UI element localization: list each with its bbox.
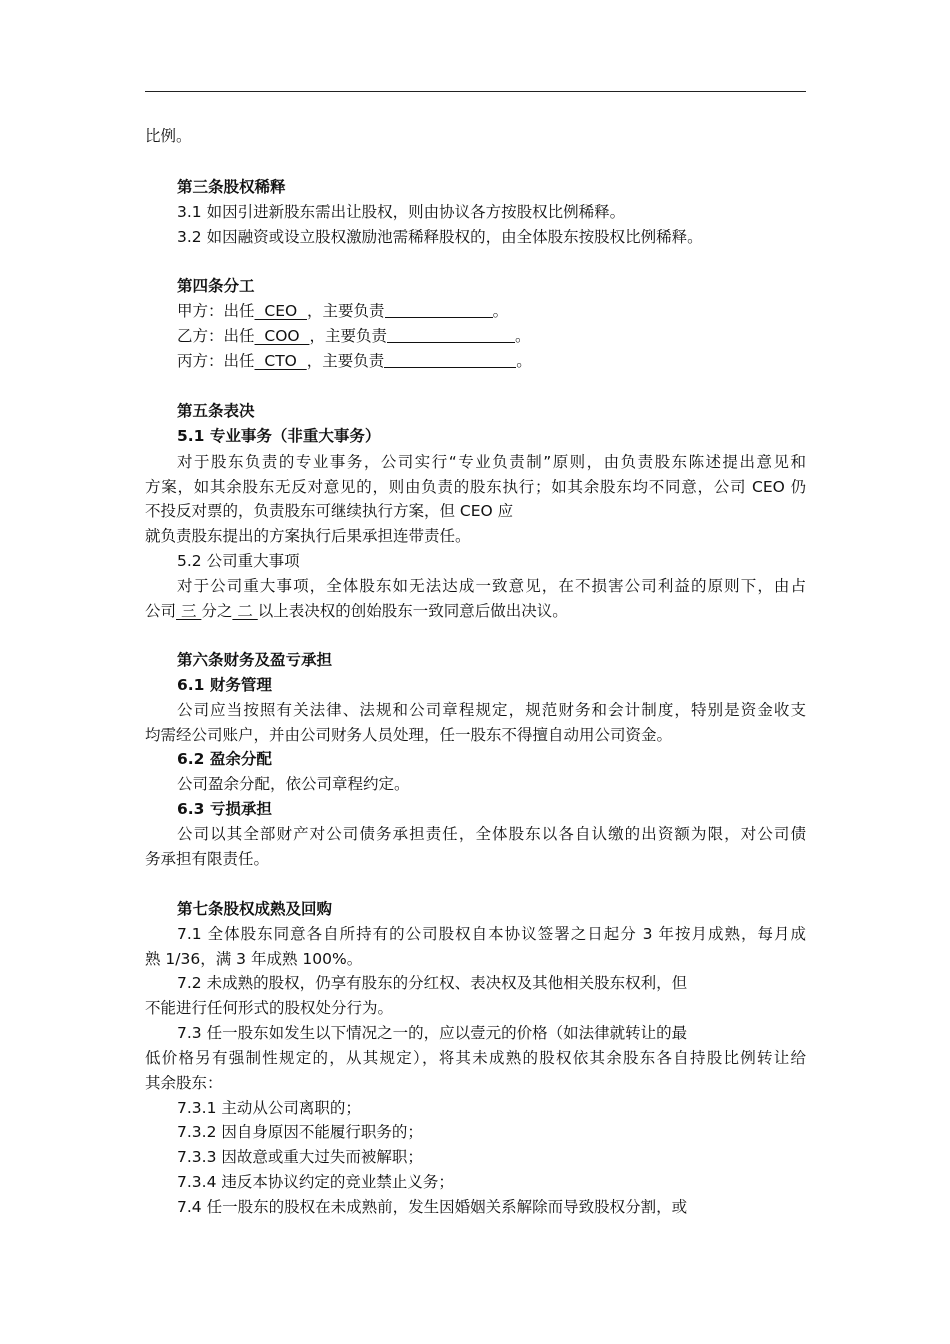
role-row-c xyxy=(177,349,806,373)
text-line: 对于公司重大事项，全体股东如无法达成一致意见，在不损害公司利益的原则下，由占 xyxy=(177,577,806,595)
clause-6-3-title: 6.3 亏损承担 xyxy=(177,800,272,818)
role-value: COO xyxy=(254,327,310,345)
text-line: 低价格另有强制性规定的，从其规定），将其未成熟的股权依其余股东各自持股比例转让给 xyxy=(145,1049,806,1067)
clause-3-1: 3.1 如因引进新股东需出让股权，则由协议各方按股权比例稀释。 xyxy=(177,203,626,221)
clause-3-2: 3.2 如因融资或设立股权激励池需稀释股权的，由全体股东按股权比例稀释。 xyxy=(177,228,703,246)
section-7-title: 第七条股权成熟及回购 xyxy=(177,900,333,918)
text-fragment: 公司 xyxy=(145,602,177,620)
row-end: 。 xyxy=(492,302,509,320)
duty-blank xyxy=(387,326,515,343)
text-line xyxy=(145,599,806,623)
party-label: 乙方：出任 xyxy=(177,327,255,345)
section-5-title: 第五条表决 xyxy=(177,402,255,420)
duty-label: ，主要负责 xyxy=(306,352,385,370)
text-line: 不投反对票的，负责股东可继续执行方案，但 CEO 应 xyxy=(145,502,514,520)
clause-6-2-title: 6.2 盈余分配 xyxy=(177,750,272,768)
role-row-b xyxy=(177,324,806,348)
ratio-denominator: 二 xyxy=(232,602,258,620)
text-fragment: 以上表决权的创始股东一致同意后做出决议。 xyxy=(257,602,568,620)
text-line: 其余股东： xyxy=(145,1074,223,1092)
ratio-numerator: 三 xyxy=(176,602,202,620)
text-line: 就负责股东提出的方案执行后果承担连带责任。 xyxy=(145,527,471,545)
text-line: 不能进行任何形式的股权处分行为。 xyxy=(145,999,394,1017)
list-item: 7.3.1 主动从公司离职的； xyxy=(177,1099,361,1117)
role-row-a xyxy=(177,299,806,323)
duty-label: ，主要负责 xyxy=(309,327,387,345)
party-label: 甲方：出任 xyxy=(177,302,255,320)
text-line: 公司盈余分配，依公司章程约定。 xyxy=(177,775,410,793)
text-line: 比例。 xyxy=(145,127,192,145)
section-3-title: 第三条股权稀释 xyxy=(177,178,286,196)
text-line: 7.3 任一股东如发生以下情况之一的，应以壹元的价格（如法律就转让的最 xyxy=(177,1024,688,1042)
list-item: 7.3.2 因自身原因不能履行职务的； xyxy=(177,1123,423,1141)
duty-blank xyxy=(384,351,516,368)
section-6-title: 第六条财务及盈亏承担 xyxy=(177,651,333,669)
header-rule xyxy=(145,91,806,92)
text-line: 7.2 未成熟的股权，仍享有股东的分红权、表决权及其他相关股东权利，但 xyxy=(177,974,688,992)
clause-5-1-title: 5.1 专业事务（非重大事务） xyxy=(177,427,381,445)
list-item: 7.3.4 违反本协议约定的竞业禁止义务； xyxy=(177,1173,454,1191)
text-line: 公司以其全部财产对公司债务承担责任，全体股东以各自认缴的出资额为限，对公司债 xyxy=(177,825,806,843)
party-label: 丙方：出任 xyxy=(177,352,255,370)
section-4-title: 第四条分工 xyxy=(177,277,255,295)
row-end: 。 xyxy=(516,352,532,370)
text-line: 对于股东负责的专业事务，公司实行“专业负责制”原则，由负责股东陈述提出意见和 xyxy=(177,453,806,471)
text-line: 公司应当按照有关法律、法规和公司章程规定，规范财务和会计制度，特别是资金收支 xyxy=(177,701,806,719)
clause-6-1-title: 6.1 财务管理 xyxy=(177,676,272,694)
role-value: CTO xyxy=(254,352,307,370)
text-fragment: 分之 xyxy=(201,602,233,620)
text-line: 熟 1/36，满 3 年成熟 100%。 xyxy=(145,950,363,968)
row-end: 。 xyxy=(514,327,531,345)
clause-5-2-title: 5.2 公司重大事项 xyxy=(177,552,300,570)
list-item: 7.3.3 因故意或重大过失而被解职； xyxy=(177,1148,423,1166)
text-line: 7.1 全体股东同意各自所持有的公司股权自本协议签署之日起分 3 年按月成熟，每月成 xyxy=(177,925,806,943)
text-line: 均需经公司账户，并由公司财务人员处理，任一股东不得擅自动用公司资金。 xyxy=(145,726,673,744)
duty-blank xyxy=(385,301,493,318)
text-line: 方案，如其余股东无反对意见的，则由负责的股东执行；如其余股东均不同意，公司 CEO 仍 xyxy=(145,478,806,496)
text-line: 7.4 任一股东的股权在未成熟前，发生因婚姻关系解除而导致股权分割，或 xyxy=(177,1198,688,1216)
duty-label: ，主要负责 xyxy=(307,302,385,320)
role-value: CEO xyxy=(254,302,308,320)
text-line: 务承担有限责任。 xyxy=(145,850,270,868)
